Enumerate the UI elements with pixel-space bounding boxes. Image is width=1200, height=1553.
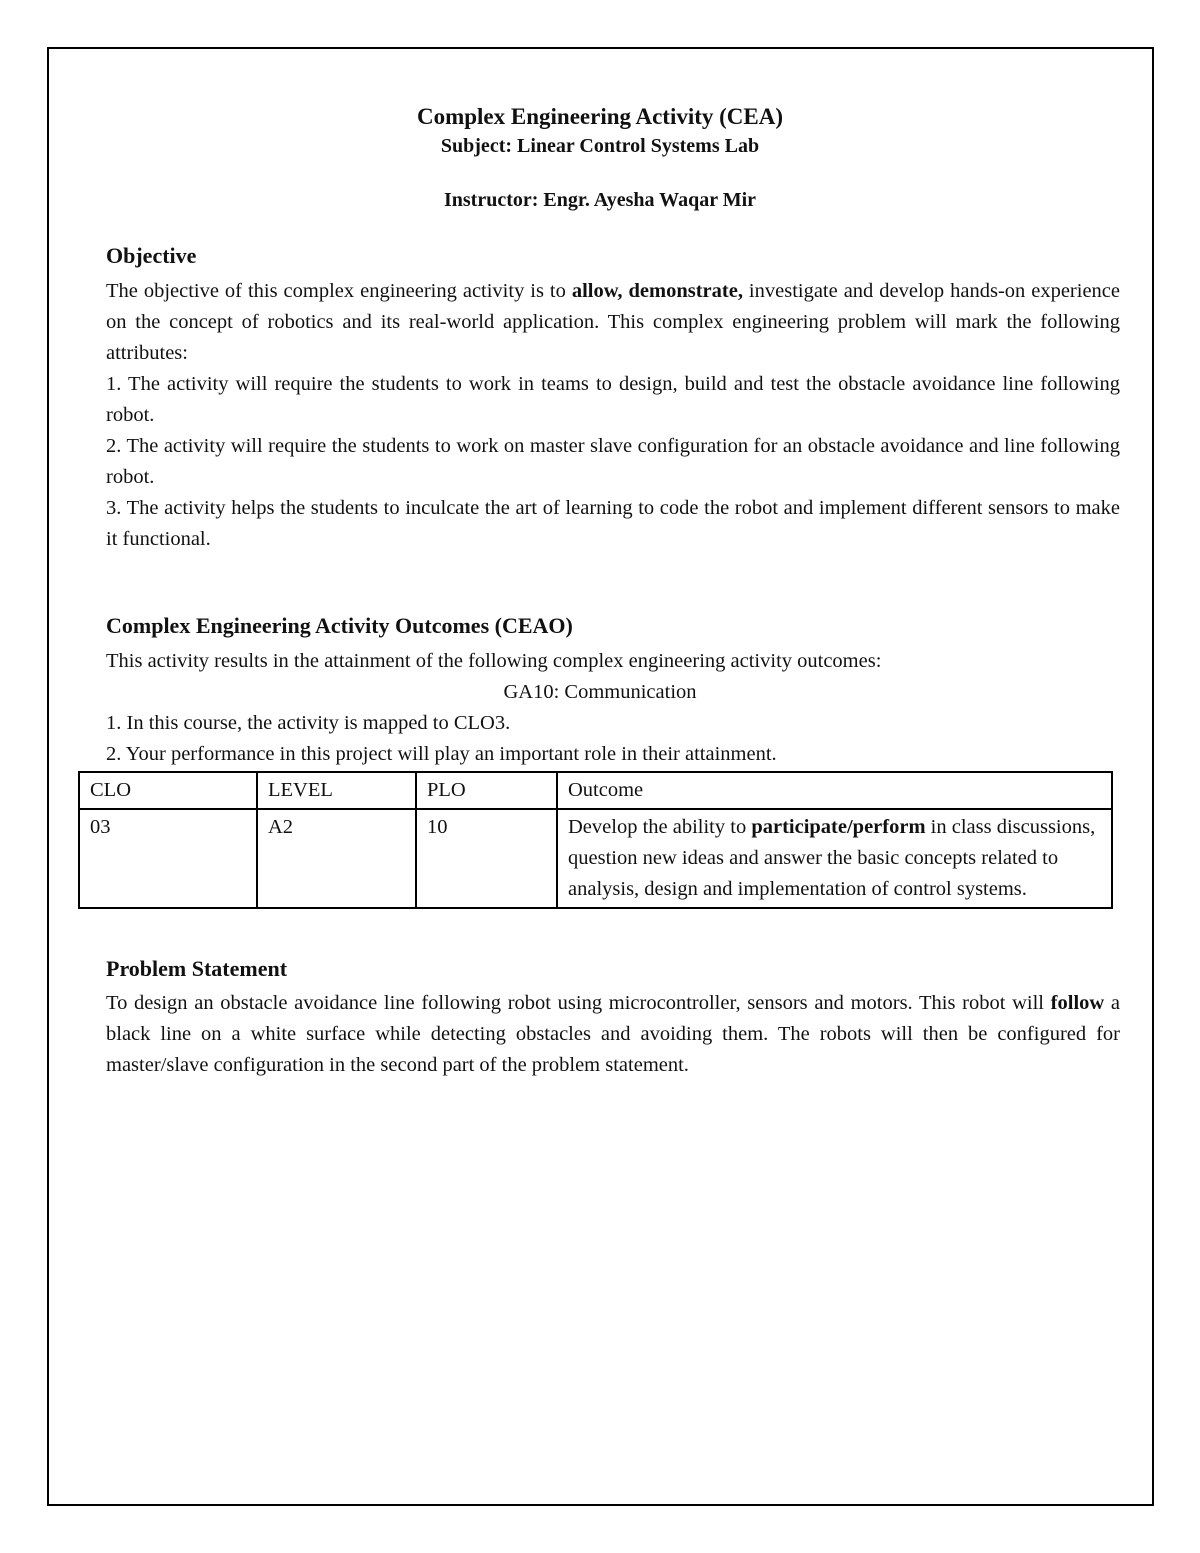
table-row: [79, 809, 1112, 908]
cell-outcome: [557, 809, 1112, 908]
cell-level: A2: [257, 809, 416, 908]
problem-text: a black line on a white surface while detecting obstacles and avoiding them. The robots will then be configured for master/slave configuration in the second part of the problem statement.: [106, 992, 1120, 1076]
cell-plo: 10: [416, 809, 557, 908]
ceao-items: [106, 708, 1120, 770]
objective-heading: Objective: [106, 243, 197, 268]
bold-demonstrate: demonstrate,: [628, 280, 743, 302]
ceao-heading: Complex Engineering Activity Outcomes (CEAO): [106, 613, 573, 638]
outcome-bold: participate/perform: [751, 816, 926, 838]
outcome-text: in class discussions, question new ideas and answer the basic concepts related to analysis, design and implementation of control systems.: [568, 816, 1096, 900]
ceao-item: 1. In this course, the activity is mapped to CLO3.: [106, 712, 511, 734]
objective-text: The objective of this complex engineering activity is to: [106, 280, 572, 302]
clo-table: [78, 771, 1113, 909]
problem-paragraph: [106, 988, 1120, 1081]
header-level: LEVEL: [257, 772, 416, 809]
bold-allow: allow,: [571, 280, 623, 302]
document-title: Complex Engineering Activity (CEA): [416, 104, 784, 129]
objective-item: 1. The activity will require the students to work in teams to design, build and test the obstacle avoidance line following robot.: [106, 373, 1120, 426]
objective-paragraph: [106, 276, 1120, 369]
ga-label: GA10: Communication: [503, 681, 697, 703]
header-outcome: Outcome: [557, 772, 1112, 809]
table-header-row: [79, 772, 1112, 809]
instructor-line: Instructor: Engr. Ayesha Waqar Mir: [443, 189, 757, 211]
bold-follow: follow: [1050, 992, 1105, 1014]
cell-clo: 03: [79, 809, 257, 908]
objective-item: 3. The activity helps the students to inculcate the art of learning to code the robot and implement different sensors to make it functional.: [106, 497, 1120, 550]
objective-section: [106, 276, 1120, 555]
outcome-text: Develop the ability to: [568, 816, 752, 838]
objective-item: 2. The activity will require the students to work on master slave configuration for an obstacle avoidance and line following robot.: [106, 435, 1120, 488]
problem-text: To design an obstacle avoidance line following robot using microcontroller, sensors and motors. This robot will: [106, 992, 1051, 1014]
header-clo: CLO: [79, 772, 257, 809]
header-plo: PLO: [416, 772, 557, 809]
subject-line: Subject: Linear Control Systems Lab: [440, 135, 760, 157]
objective-text: investigate and develop hands-on experience on the concept of robotics and its real-world application. This complex engineering problem will mark the following attributes:: [106, 280, 1121, 364]
ceao-intro: This activity results in the attainment of the following complex engineering activity outcomes:: [106, 650, 882, 672]
ceao-item: 2. Your performance in this project will play an important role in their attainment.: [106, 743, 777, 765]
problem-heading: Problem Statement: [106, 956, 288, 981]
